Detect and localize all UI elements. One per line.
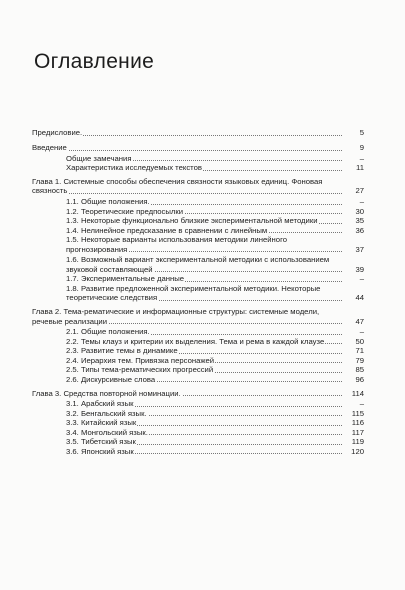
toc-entry [66,346,364,356]
toc-page-number: – [359,153,364,163]
toc-entry [66,255,364,274]
toc-chapter-row [32,128,364,138]
toc-page-number: – [359,197,364,207]
toc-entry-title: 2.4. Иерархия тем. Привязка персонажей [66,355,215,365]
toc-section-row [32,197,364,207]
toc-section-row [32,346,364,356]
toc-page-number: 39 [355,264,364,274]
toc-entry-title: 2.1. Общие положения. [66,327,150,337]
toc-chapter-row [32,307,364,326]
toc-page-number: 119 [351,437,364,447]
toc-entry-title: 1.7. Экспериментальные данные [66,274,185,284]
toc-page-number: 44 [355,293,364,303]
toc-section-row [32,163,364,173]
toc-section-row [32,255,364,274]
toc-entry-title: 1.6. Возможный вариант экспериментальной методики с использованием звуковой составляющей [66,255,330,274]
toc-page-number: 71 [355,346,364,356]
toc-page-number: 5 [359,128,364,137]
toc-entry-title: 1.1. Общие положения. [66,197,150,207]
toc-entry [66,284,364,303]
toc-entry-title: Общие замечания [66,153,132,163]
toc-section-row [32,375,364,385]
toc-page-number: 36 [355,225,364,235]
toc-section-row [32,226,364,236]
toc-entry-title: Глава 3. Средства повторной номинации. [32,388,181,398]
toc-section-row [32,418,364,428]
toc-entry [66,337,364,347]
toc-entry-title: 2.2. Темы клауз и критерии их выделения. Тема и рема в каждой клаузе [66,336,325,346]
toc-chapter-row [32,143,364,153]
toc-entry [32,307,364,326]
toc-entry [32,389,364,399]
toc-entry [66,327,364,337]
toc-page-number: 30 [355,206,364,216]
toc-page-number: 9 [359,143,364,152]
toc-entry [66,154,364,164]
page-title: Оглавление [34,50,155,73]
toc-entry-title: 1.2. Теоретические предпосылки [66,206,184,216]
toc-entry-title: 3.4. Монгольский язык. [66,427,148,437]
toc-entry [66,365,364,375]
toc-entry [32,128,364,138]
toc-section-row [32,428,364,438]
toc-entry-title: Глава 2. Тема-рематические и информационные структуры: системные модели, речевые реализации [32,307,320,326]
toc-page-number: 117 [351,427,364,437]
toc-entry [66,216,364,226]
toc-section-row [32,154,364,164]
toc-page-number: – [359,274,364,284]
toc-entry [32,143,364,153]
toc-entry [66,375,364,385]
toc-page-number: 96 [355,374,364,384]
toc-page-number: 114 [351,388,364,398]
toc-entry-title: 3.1. Арабский язык [66,399,134,409]
toc-entry-title: 3.6. Японский язык [66,446,134,456]
toc-section-row [32,327,364,337]
toc-section-row [32,337,364,347]
toc-entry [66,274,364,284]
toc-section-row [32,409,364,419]
toc-entry-title: 2.3. Развитие темы в динамике [66,346,178,356]
dot-leader [32,193,342,194]
toc-entry [66,356,364,366]
dot-leader [32,150,342,151]
toc-section-row [32,235,364,254]
toc-entry-title: Глава 1. Системные способы обеспечения связности языковых единиц. Фоновая связность [32,176,323,196]
toc-entry [66,226,364,236]
toc-entry-title: 1.8. Развитие предложенной экспериментальной методики. Некоторые теоретические следствия [66,283,321,303]
toc-entry-title: 1.3. Некоторые функционально близкие экспериментальной методики [66,216,318,226]
toc-section-row [32,284,364,303]
toc-section-row [32,399,364,409]
toc-page-number: – [359,327,364,337]
toc-entry [66,447,364,457]
toc-chapter-row [32,177,364,196]
toc-page-number: 27 [355,186,364,196]
toc-section-row [32,216,364,226]
toc-entry [66,197,364,207]
toc-entry-title: 1.5. Некоторые варианты использования методики линейного прогнозирования [66,235,287,254]
toc-entry [66,409,364,419]
toc-chapter-row [32,389,364,399]
toc-entry [66,437,364,447]
toc-page-number: 120 [351,446,364,456]
toc-entry [66,207,364,217]
toc-entry [66,399,364,409]
toc-entry-title: Предисловие. [32,128,83,137]
toc-page-number: 11 [356,163,364,173]
toc-page-number: 115 [351,408,364,418]
toc-section-row [32,356,364,366]
table-of-contents [32,128,364,456]
toc-section-row [32,207,364,217]
toc-entry-title: 3.3. Китайский язык [66,418,137,428]
toc-page-number: 47 [355,316,364,326]
toc-entry-title: 3.2. Бенгальский язык. [66,408,147,418]
toc-entry-title: 2.6. Дискурсивные слова [66,374,156,384]
toc-page-number: – [359,399,364,409]
toc-entry-title: 1.4. Нелинейное предсказание в сравнении с линейным [66,225,268,235]
toc-page-number: 85 [355,365,364,375]
toc-section-row [32,447,364,457]
toc-page-number: 116 [351,418,364,428]
toc-page-number: 79 [355,355,364,365]
toc-page-number: 37 [355,244,364,254]
toc-entry [66,418,364,428]
toc-page-number: 35 [355,216,364,226]
toc-page-number: 50 [355,336,364,346]
toc-section-row [32,274,364,284]
toc-entry [66,428,364,438]
toc-entry [66,235,364,254]
toc-entry-title: 3.5. Тибетский язык [66,437,136,447]
toc-section-row [32,365,364,375]
toc-entry-title: 2.5. Типы тема-рематических прогрессий [66,365,214,375]
toc-entry-title: Введение [32,143,67,152]
toc-entry [32,177,364,196]
toc-entry-title: Характеристика исследуемых текстов [66,163,202,173]
toc-entry [66,163,364,173]
toc-section-row [32,437,364,447]
